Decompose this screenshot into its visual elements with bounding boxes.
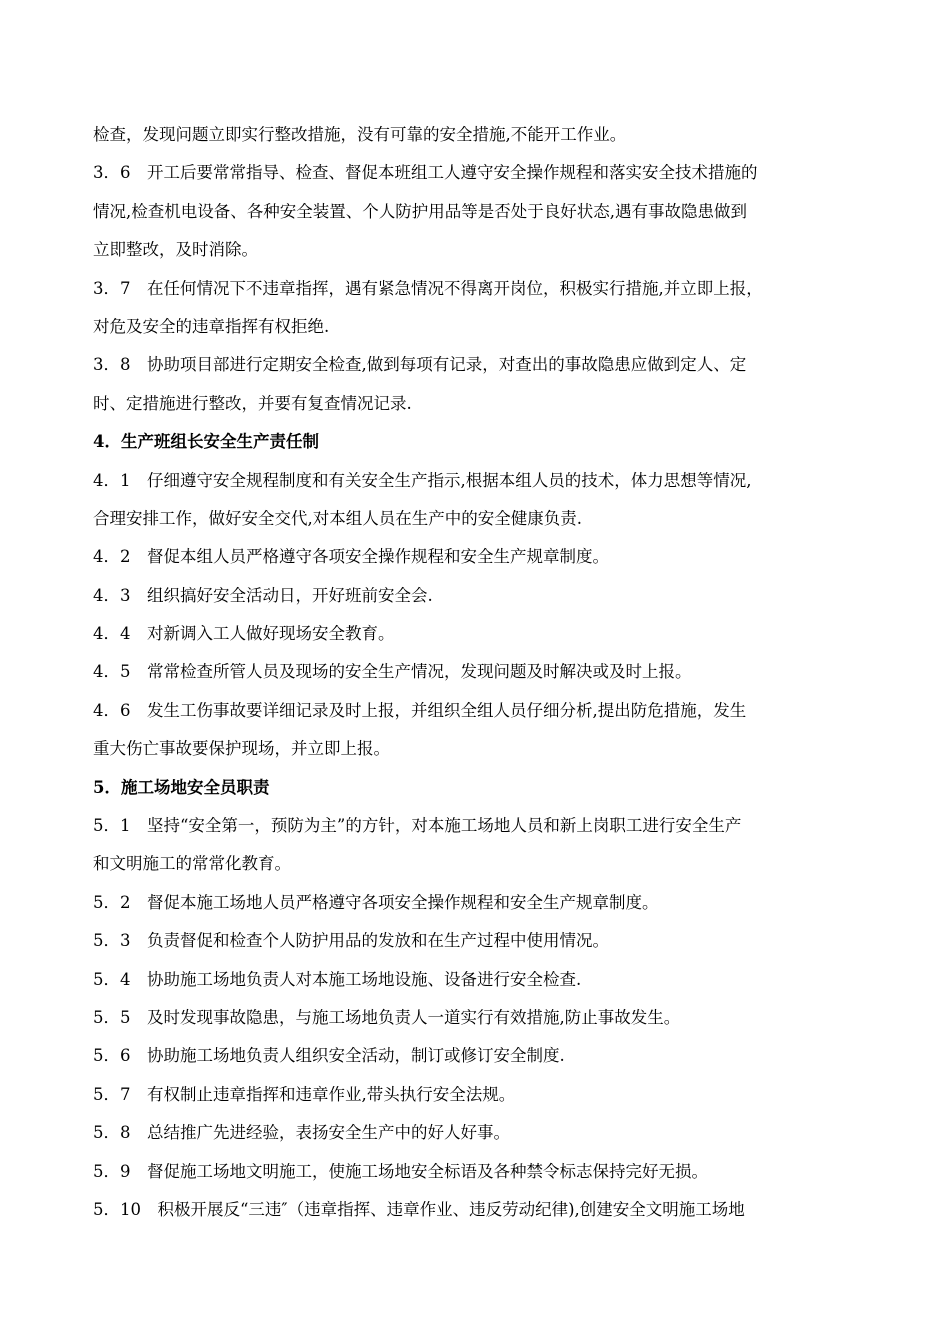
text-line: 5．8 总结推广先进经验，表扬安全生产中的好人好事。 [93,1123,510,1143]
document-body [93,116,868,1229]
text-line: 3．8 协助项目部进行定期安全检查,做到每项有记录，对查出的事故隐患应做到定人、定 [93,355,747,375]
text-line: 4．3 组织搞好安全活动日，开好班前安全会. [93,585,433,605]
text-line: 5．7 有权制止违章指挥和违章作业,带头执行安全法规。 [93,1084,516,1104]
text-line: 3．7 在任何情况下不违章指挥，遇有紧急情况不得离开岗位，积极实行措施,并立即上报， [93,278,763,298]
text-line: 检查，发现问题立即实行整改措施，没有可靠的安全措施,不能开工作业。 [93,125,627,144]
text-line: 立即整改，及时消除。 [93,240,258,260]
text-line: 5．6 协助施工场地负责人组织安全活动，制订或修订安全制度. [93,1046,565,1066]
text-line: 5．5 及时发现事故隐患，与施工场地负责人一道实行有效措施,防止事故发生。 [93,1007,681,1027]
text-line: 4．5 常常检查所管人员及现场的安全生产情况，发现问题及时解决或及时上报。 [93,662,692,682]
text-line: 4．6 发生工伤事故要详细记录及时上报，并组织全组人员仔细分析,提出防危措施，发生 [93,700,747,720]
text-line: 重大伤亡事故要保护现场，并立即上报。 [93,739,390,759]
text-line: 对危及安全的违章指挥有权拒绝. [93,316,330,336]
text-line: 5．4 协助施工场地负责人对本施工场地设施、设备进行安全检查. [93,969,582,989]
text-line: 4．2 督促本组人员严格遵守各项安全操作规程和安全生产规章制度。 [93,547,609,567]
text-line: 3．6 开工后要常常指导、检查、督促本班组工人遵守安全操作规程和落实安全技术措施的 [93,163,758,183]
text-line: 5．2 督促本施工场地人员严格遵守各项安全操作规程和安全生产规章制度。 [93,892,659,912]
text-line: 情况,检查机电设备、各种安全装置、个人防护用品等是否处于良好状态,遇有事故隐患做到 [93,201,747,221]
text-line: 和文明施工的常常化教育。 [93,854,291,874]
section-heading: 5．施工场地安全员职责 [93,777,270,797]
text-line: 时、定措施进行整改，并要有复查情况记录. [93,393,412,413]
text-line: 合理安排工作，做好安全交代,对本组人员在生产中的安全健康负责. [93,508,582,528]
text-line: 5．10 积极开展反“三违″（违章指挥、违章作业、违反劳动纪律),创建安全文明施工场地 [93,1199,745,1219]
text-line: 5．9 督促施工场地文明施工，使施工场地安全标语及各种禁令标志保持完好无损。 [93,1161,708,1181]
text-line: 4．1 仔细遵守安全规程制度和有关安全生产指示,根据本组人员的技术，体力思想等情况, [93,470,752,490]
text-line: 5．1 坚持“安全第一，预防为主”的方针，对本施工场地人员和新上岗职工进行安全生产 [93,816,742,836]
text-line: 4．4 对新调入工人做好现场安全教育。 [93,624,395,644]
text-line: 5．3 负责督促和检查个人防护用品的发放和在生产过程中使用情况。 [93,931,609,951]
section-heading: 4．生产班组长安全生产责任制 [93,432,319,452]
